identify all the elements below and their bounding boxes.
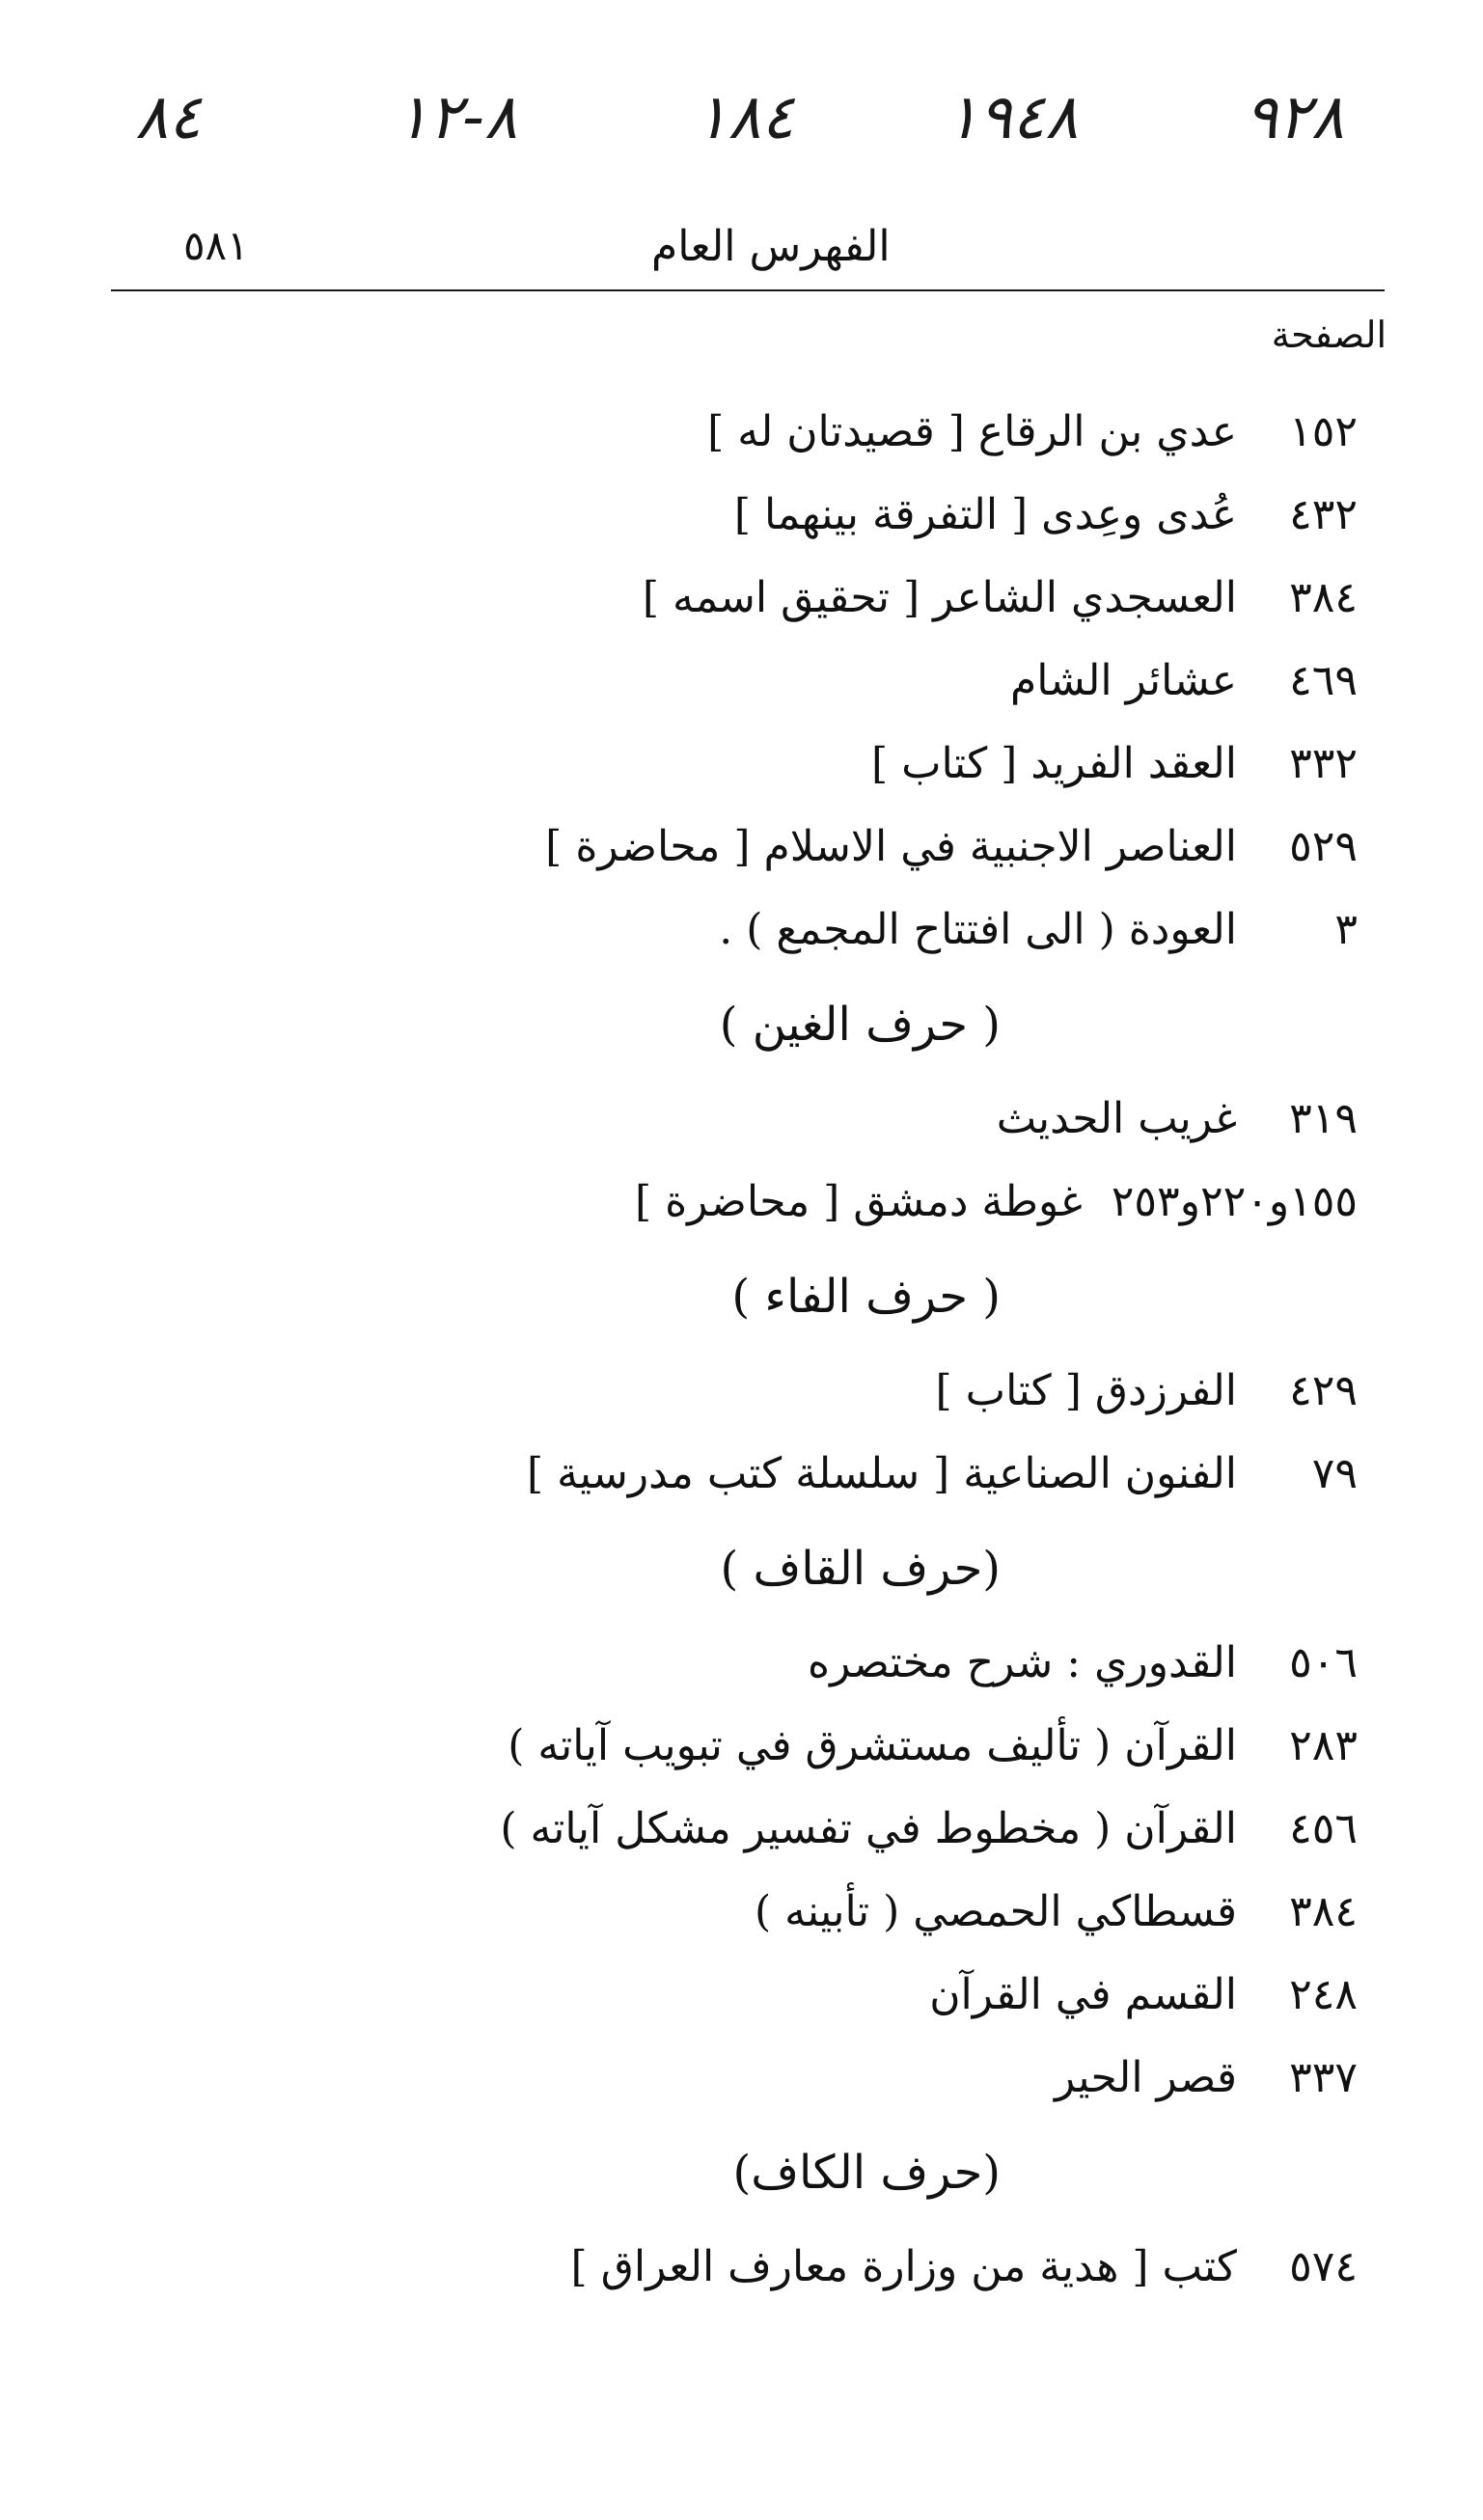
entry-title: قسطاكي الحمصي ( تأبينه ) <box>754 1887 1237 1936</box>
entry-title: العسجدي الشاعر [ تحقيق اسمه ] <box>642 573 1237 622</box>
entry-title: القدوري : شرح مختصره <box>808 1638 1237 1687</box>
index-entry <box>248 723 1358 806</box>
entry-page-number: ٤٦٩ <box>1289 656 1358 705</box>
index-entry <box>248 1622 1358 1705</box>
section-heading: (حرف القاف ) <box>720 1542 1001 1596</box>
entry-page-number: ٥٢٩ <box>1289 822 1358 871</box>
handwritten-mark: ١٩٤٨ <box>946 82 1079 153</box>
entry-page-number: ٥٧٤ <box>1289 2242 1358 2291</box>
entry-title: كتب [ هدية من وزارة معارف العراق ] <box>570 2242 1237 2291</box>
entry-title: القرآن ( مخطوط في تفسير مشكل آياته ) <box>500 1804 1237 1853</box>
entry-page-number: ٢٤٨ <box>1289 1970 1358 2019</box>
index-entry <box>248 1433 1358 1516</box>
entry-page-number: ٣٨٤ <box>1289 573 1358 622</box>
index-entry <box>248 2226 1358 2309</box>
entry-page-number: ٣١٩ <box>1289 1094 1358 1143</box>
index-entry <box>248 640 1358 723</box>
entry-page-number: ٤٣٢ <box>1289 490 1358 539</box>
entry-title: القسم في القرآن <box>929 1970 1237 2019</box>
entry-title: القرآن ( تأليف مستشرق في تبويب آياته ) <box>508 1721 1237 1770</box>
index-entry <box>248 557 1358 640</box>
index-entry <box>248 474 1358 557</box>
handwritten-mark: ٩٢٨ <box>1245 82 1345 153</box>
entry-title: العقد الفريد [ كتاب ] <box>870 739 1237 788</box>
running-title: الفهرس العام <box>651 222 891 271</box>
page-number: ٥٨١ <box>183 222 249 269</box>
entry-page-number: ٣٨٤ <box>1289 1887 1358 1936</box>
entry-page-number: ٣٣٧ <box>1289 2053 1358 2102</box>
entry-title: غريب الحديث <box>996 1094 1237 1143</box>
index-entry <box>248 889 1358 972</box>
entry-title: عدي بن الرقاع [ قصيدتان له ] <box>707 407 1237 456</box>
handwritten-mark: ١٨٤ <box>695 82 795 153</box>
entry-page-number: ٤٥٦ <box>1289 1804 1358 1853</box>
entry-title: العودة ( الى افتتاح المجمع ) . <box>719 905 1237 954</box>
index-entry <box>248 391 1358 474</box>
entry-page-number: ٧٩ <box>1311 1449 1358 1498</box>
index-entry <box>248 1705 1358 1788</box>
page-column-label: الصفحة <box>1271 314 1387 356</box>
entry-title: الفنون الصناعية [ سلسلة كتب مدرسية ] <box>527 1449 1237 1498</box>
index-entry <box>248 806 1358 889</box>
entry-page-number: ٣٣٢ <box>1289 739 1358 788</box>
entry-title: عشائر الشام <box>1010 656 1237 705</box>
running-header <box>111 222 1385 289</box>
section-heading: ( حرف الغين ) <box>719 998 1001 1052</box>
index-entry <box>248 1788 1358 1871</box>
entry-page-number: ٣ <box>1334 905 1358 954</box>
entry-page-number: ٤٢٩ <box>1289 1366 1358 1415</box>
header-rule <box>111 289 1385 291</box>
entry-page-number: ١٥٥و٢٢٠و٢٥٣ <box>1111 1177 1358 1226</box>
section-heading: ( حرف الفاء ) <box>731 1270 1001 1324</box>
entry-title: الفرزدق [ كتاب ] <box>935 1366 1237 1415</box>
entry-title: العناصر الاجنبية في الاسلام [ محاضرة ] <box>545 822 1237 871</box>
index-entry <box>248 2037 1358 2120</box>
index-entry <box>248 1350 1358 1433</box>
handwritten-archive-marks <box>135 82 1370 188</box>
section-heading: (حرف الكاف) <box>732 2146 1001 2200</box>
entry-title: عُدى وعِدى [ التفرقة بينهما ] <box>733 490 1237 539</box>
handwritten-mark: ٨٤ <box>135 82 202 153</box>
index-entry <box>248 1161 1358 1244</box>
entry-page-number: ١٥٢ <box>1289 407 1358 456</box>
index-list <box>248 391 1358 2309</box>
index-entry <box>248 1078 1358 1161</box>
handwritten-mark: ٨-١٢ <box>396 82 518 153</box>
entry-page-number: ٥٠٦ <box>1289 1638 1358 1687</box>
index-entry <box>248 1954 1358 2037</box>
entry-title: غوطة دمشق [ محاضرة ] <box>634 1177 1083 1226</box>
index-entry <box>248 1871 1358 1954</box>
entry-title: قصر الحير <box>1054 2053 1237 2102</box>
entry-page-number: ٢٨٣ <box>1289 1721 1358 1770</box>
